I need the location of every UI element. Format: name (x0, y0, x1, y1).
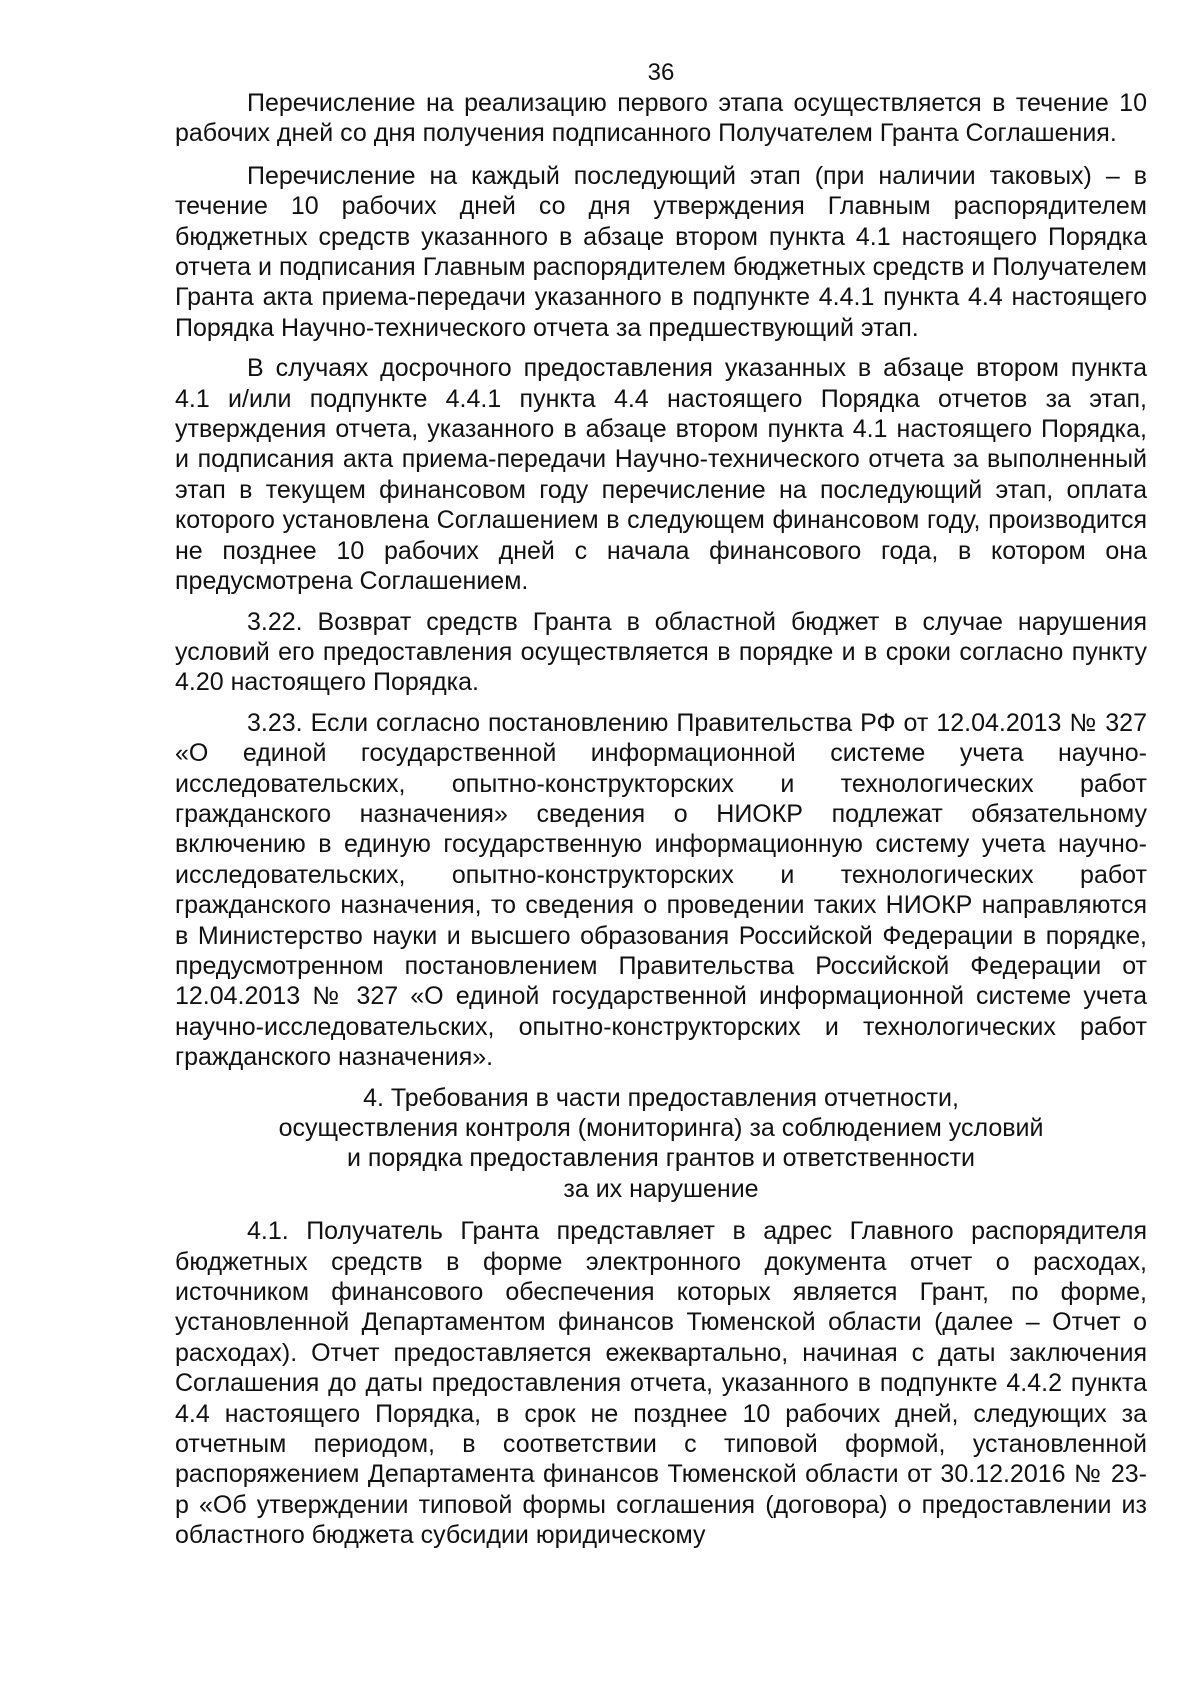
page-number: 36 (647, 59, 675, 86)
paragraph-subsequent-stage-transfer: Перечисление на каждый последующий этап (при наличии таковых) – в течение 10 рабочих дней со дня утверждения Главным распорядителем бюджетных средств указанного в абзаце втором пункта 4.1 настоящего Порядка отчета и подписания Главным распорядителем бюджетных средств и Получателем Гранта акта приема-передачи указанного в подпункте 4.4.1 пункта 4.4 настоящего Порядка Научно-технического отчета за предшествующий этап. (175, 161, 1147, 342)
paragraph-3-23: 3.23. Если согласно постановлению Правительства РФ от 12.04.2013 № 327 «О единой государственной информационной системе учета научно-исследовательских, опытно-конструкторских и технологических работ гражданского назначения» сведения о НИОКР подлежат обязательному включению в единую государственную информационную систему учета научно-исследовательских, опытно-конструкторских и технологических работ гражданского назначения, то сведения о проведении таких НИОКР направляются в Министерство науки и высшего образования Российской Федерации в порядке, предусмотренном постановлением Правительства Российской Федерации от 12.04.2013 № 327 «О единой государственной информационной системе учета научно-исследовательских, опытно-конструкторских и технологических работ гражданского назначения». (175, 708, 1147, 1072)
section-heading-line: и порядка предоставления грантов и ответственности (346, 1144, 976, 1173)
paragraph-first-stage-transfer: Перечисление на реализацию первого этапа осуществляется в течение 10 рабочих дней со дня получения подписанного Получателем Гранта Соглашения. (175, 89, 1147, 148)
paragraph-early-submission: В случаях досрочного предоставления указанных в абзаце втором пункта 4.1 и/или подпункте 4.4.1 пункта 4.4 настоящего Порядка отчетов за этап, утверждения отчета, указанного в абзаце втором пункта 4.1 настоящего Порядка, и подписания акта приема-передачи Научно-технического отчета за выполненный этап в текущем финансовом году перечисление на последующий этап, оплата которого установлена Соглашением в следующем финансовом году, производится не позднее 10 рабочих дней с начала финансового года, в котором она предусмотрена Соглашением. (175, 354, 1147, 596)
paragraph-3-22: 3.22. Возврат средств Гранта в областной бюджет в случае нарушения условий его предоставления осуществляется в порядке и в сроки согласно пункту 4.20 настоящего Порядка. (175, 607, 1147, 697)
section-heading-line: за их нарушение (563, 1174, 759, 1203)
paragraph-4-1: 4.1. Получатель Гранта представляет в адрес Главного распорядителя бюджетных средств в форме электронного документа отчет о расходах, источником финансового обеспечения которых является Грант, по форме, установленной Департаментом финансов Тюменской области (далее – Отчет о расходах). Отчет предоставляется ежеквартально, начиная с даты заключения Соглашения до даты предоставления отчета, указанного в подпункте 4.4.2 пункта 4.4 настоящего Порядка, в срок не позднее 10 рабочих дней, следующих за отчетным периодом, в соответствии с типовой формой, установленной распоряжением Департамента финансов Тюменской области от 30.12.2016 № 23-р «Об утверждении типовой формы соглашения (договора) о предоставлении из областного бюджета субсидии юридическому (175, 1217, 1147, 1550)
section-heading-line: 4. Требования в части предоставления отчетности, (363, 1083, 959, 1112)
section-heading-4 (175, 1083, 1147, 1205)
document-page (175, 58, 1147, 1561)
section-heading-line: осуществления контроля (мониторинга) за соблюдением условий (278, 1114, 1044, 1142)
